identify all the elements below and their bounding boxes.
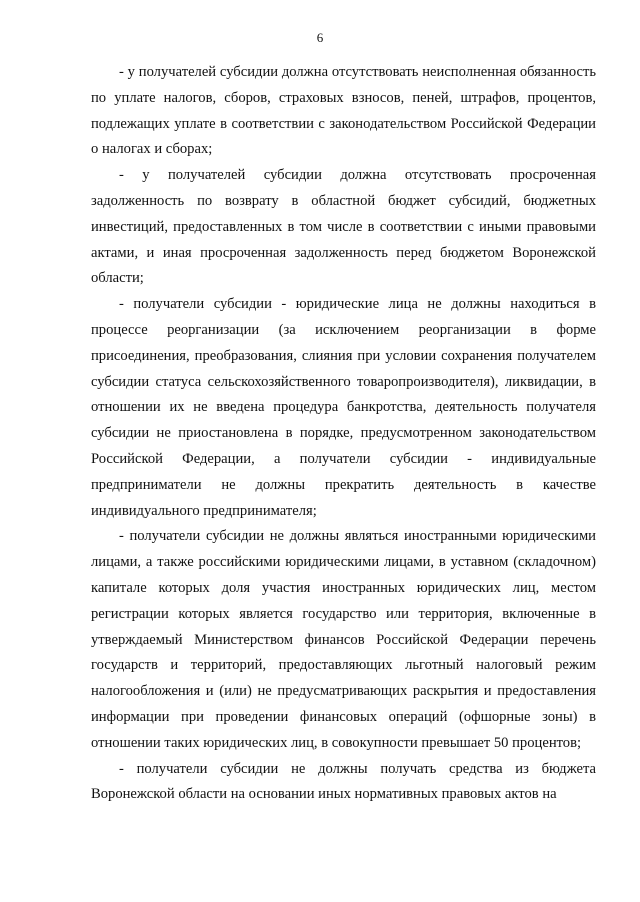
paragraph-tax-obligations: - у получателей субсидии должна отсутствовать неисполненная обязанность по уплате налогов, сборов, страховых взносов, пеней, штрафов, процентов, подлежащих уплате в соответствии с законодательством Российской Федерации о налогах и сборах; <box>91 64 596 158</box>
document-body <box>91 60 596 808</box>
page-number: 6 <box>316 30 324 45</box>
paragraph-budget-debt: - у получателей субсидии должна отсутствовать просроченная задолженность по возврату в областной бюджет субсидий, бюджетных инвестиций, предоставленных в том числе в соответствии с иными правовыми актами, и иная просроченная задолженность перед бюджетом Воронежской области; <box>91 167 596 287</box>
paragraph-foreign-entities: - получатели субсидии не должны являться иностранными юридическими лицами, а также российскими юридическими лицами, в уставном (складочном) капитале которых доля участия иностранных юридических лиц, местом регистрации которых является государство или территория, включенные в утверждаемый Министерством финансов Российской Федерации перечень государств и территорий, предоставляющих льготный налоговый режим налогообложения и (или) не предусматривающих раскрытия и предоставления информации при проведении финансовых операций (офшорные зоны) в отношении таких юридических лиц, в совокупности превышает 50 процентов; <box>91 528 596 751</box>
paragraph-reorganization: - получатели субсидии - юридические лица не должны находиться в процессе реорганизации (за исключением реорганизации в форме присоединения, преобразования, слияния при условии сохранения получателем субсидии статуса сельскохозяйственного товаропроизводителя), ликвидации, в отношении их не введена процедура банкротства, деятельность получателя субсидии не приостановлена в порядке, предусмотренном законодательством Российской Федерации, а получатели субсидии - индивидуальные предприниматели не должны прекратить деятельность в качестве индивидуального предпринимателя; <box>91 296 596 519</box>
paragraph-other-funding: - получатели субсидии не должны получать средства из бюджета Воронежской области на основании иных нормативных правовых актов на <box>91 760 596 803</box>
